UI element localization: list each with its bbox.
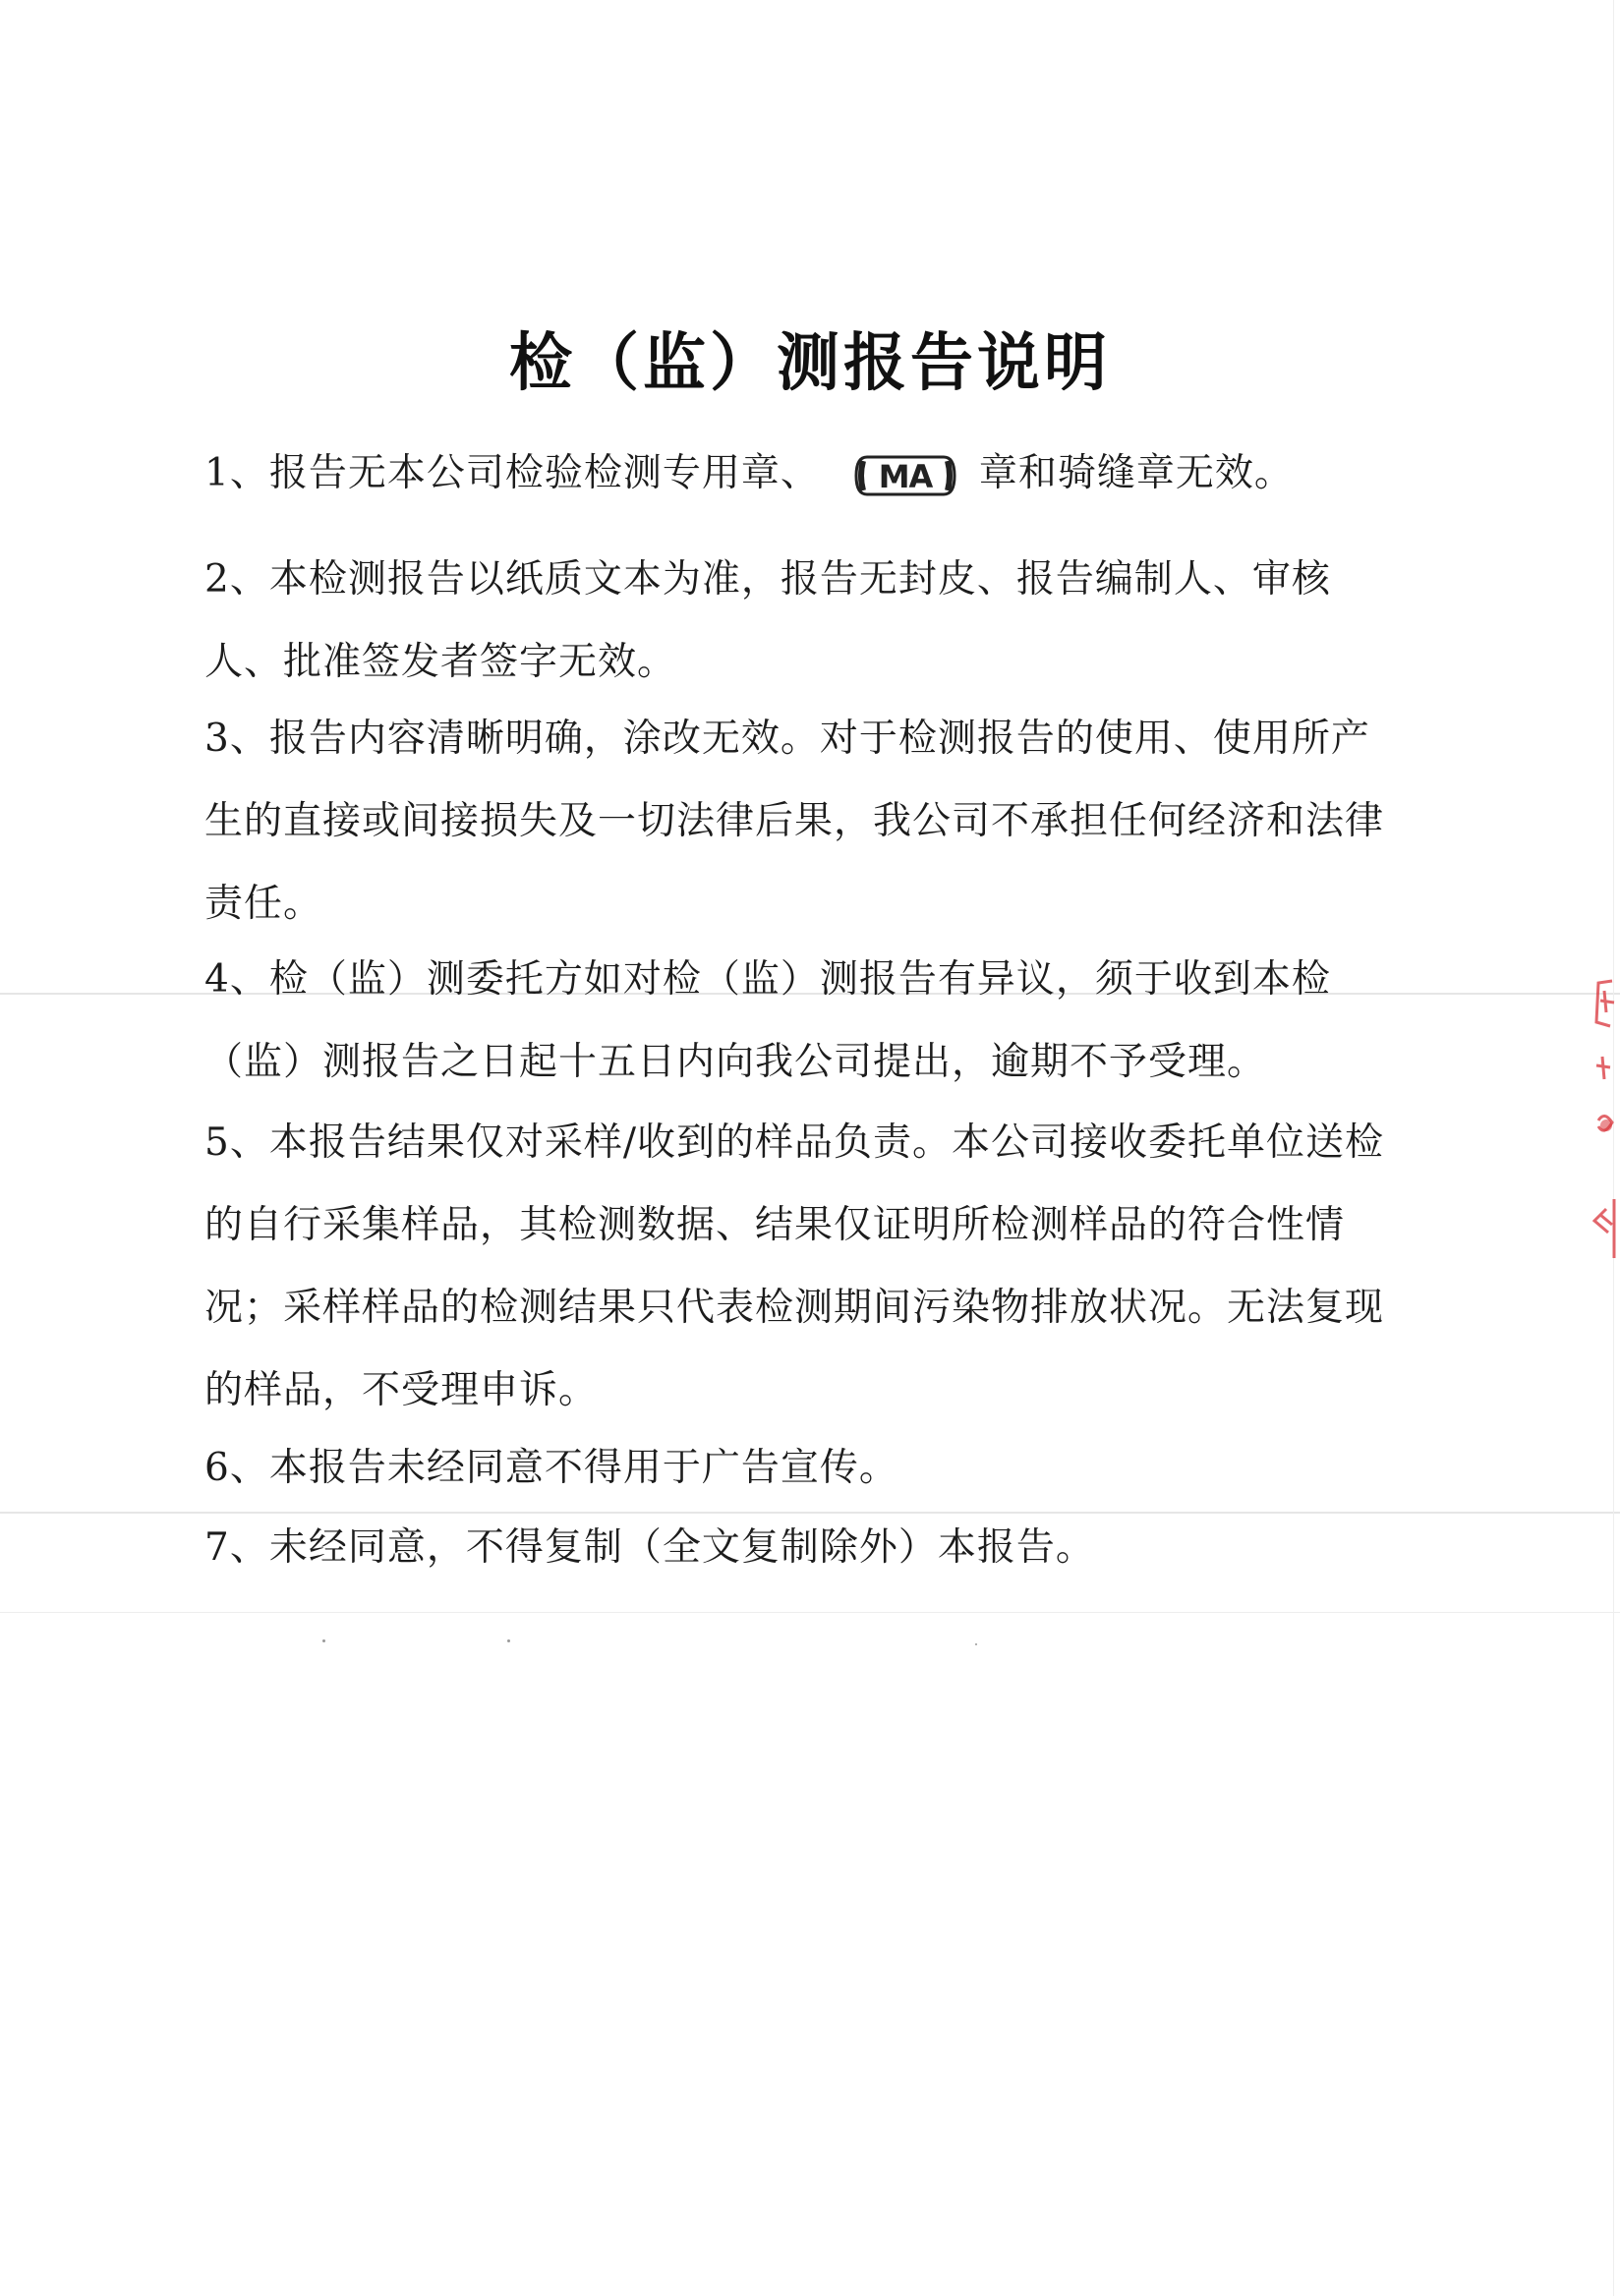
note-text: 章和骑缝章无效。 — [978, 451, 1294, 495]
note-text: 报告无本公司检验检测专用章、 — [268, 451, 820, 495]
note-item-4 — [204, 939, 1389, 1104]
note-text: 本报告未经同意不得用于广告宣传。 — [268, 1446, 898, 1490]
note-item-5 — [204, 1102, 1389, 1432]
note-item-1 — [204, 432, 1389, 515]
note-text: 报告内容清晰明确，涂改无效。对于检测报告的使用、使用所产生的直接或间接损失及一切法律后果，我公司不承担任何经济和法律责任。 — [204, 717, 1385, 926]
note-text: 未经同意，不得复制（全文复制除外）本报告。 — [268, 1525, 1095, 1570]
note-item-7 — [204, 1507, 1389, 1589]
note-number: 1、 — [204, 451, 269, 495]
note-text: 检（监）测委托方如对检（监）测报告有异议，须于收到本检（监）测报告之日起十五日内向我公司提出，逾期不予受理。 — [204, 957, 1331, 1084]
note-number: 5、 — [204, 1120, 269, 1165]
note-item-6 — [204, 1427, 1389, 1510]
note-number: 6、 — [204, 1446, 269, 1490]
note-number: 2、 — [204, 557, 269, 602]
note-number: 3、 — [204, 717, 269, 761]
note-item-2 — [204, 539, 1389, 704]
scan-fold-line — [0, 1612, 1620, 1613]
note-number: 4、 — [204, 957, 269, 1002]
note-text: 本报告结果仅对采样/收到的样品负责。本公司接收委托单位送检的自行采集样品，其检测数据、结果仅证明所检测样品的符合性情况；采样样品的检测结果只代表检测期间污染物排放状况。无法复现的样品，不受理申诉。 — [204, 1120, 1385, 1412]
note-number: 7、 — [204, 1525, 269, 1570]
paging-seal-mark — [1575, 963, 1620, 1297]
scan-speck — [507, 1639, 510, 1642]
note-text: 本检测报告以纸质文本为准，报告无封皮、报告编制人、审核人、批准签发者签字无效。 — [204, 557, 1331, 684]
document-title: 检（监）测报告说明 — [509, 327, 1111, 400]
cma-seal-label: MA — [878, 458, 933, 495]
scan-speck — [322, 1639, 325, 1642]
scan-speck — [975, 1643, 977, 1645]
cma-seal-icon — [853, 447, 957, 496]
note-item-3 — [204, 698, 1389, 946]
